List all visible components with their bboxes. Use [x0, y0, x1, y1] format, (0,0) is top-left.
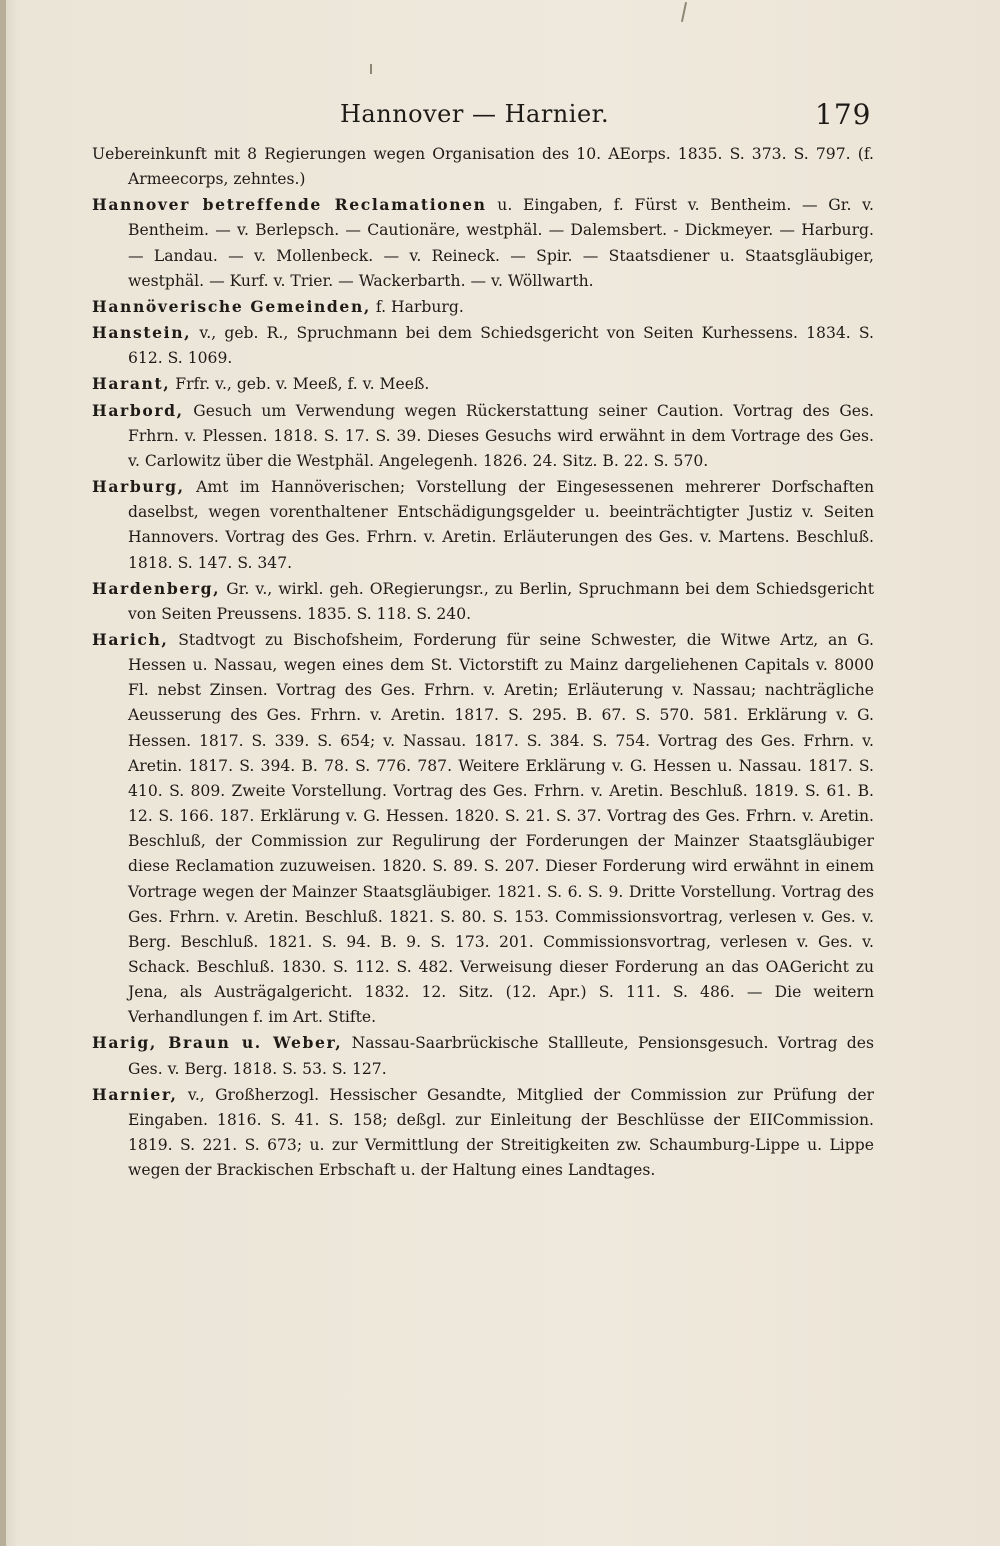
index-entry: [92, 192, 874, 294]
running-head-title: Hannover — Harnier.: [340, 100, 610, 128]
ink-speck: [370, 64, 372, 74]
entry-text: v., geb. R., Spruchmann bei dem Schiedsgericht von Seiten Kurhessens. 1834. S. 612. S. 1069.: [128, 324, 874, 368]
index-entry: [92, 1030, 874, 1081]
index-entry: [92, 294, 874, 320]
entry-lemma: Harnier,: [92, 1084, 178, 1104]
running-head: [0, 96, 1000, 136]
entry-text: Gesuch um Verwendung wegen Rückerstattung seiner Caution. Vortrag des Ges. Frhrn. v. Plessen. 1818. S. 17. S. 39. Dieses Gesuchs wird erwähnt in dem Vortrage des Ges. v. Carlowitz über die Westphäl. Angelegenh. 1826. 24. Sitz. B. 22. S. 570.: [128, 401, 874, 470]
index-entry: [92, 141, 874, 192]
entry-text: Uebereinkunft mit 8 Regierungen wegen Organisation des 10. AEorps. 1835. S. 373. S. 797. (f. Armeecorps, zehntes.): [92, 145, 874, 189]
page-number: 179: [815, 98, 872, 131]
index-entries: [92, 141, 874, 1183]
entry-text: Nassau-Saarbrückische Stallleute, Pensionsgesuch. Vortrag des Ges. v. Berg. 1818. S. 53. S. 127.: [128, 1034, 874, 1078]
entry-text: Gr. v., wirkl. geh. ORegierungsr., zu Berlin, Spruchmann bei dem Schiedsgericht von Seiten Preussens. 1835. S. 118. S. 240.: [128, 579, 874, 623]
ink-speck: [681, 2, 687, 22]
index-entry: [92, 371, 874, 397]
entry-lemma: Hardenberg,: [92, 578, 221, 598]
index-entry: [92, 320, 874, 371]
entry-text: u. Eingaben, f. Fürst v. Bentheim. — Gr. v. Bentheim. — v. Berlepsch. — Cautionäre, westphäl. — Dalemsbert. - Dickmeyer. — Harburg. — Landau. — v. Mollenbeck. — v. Reineck. — Spir. — Staatsdiener u. Staatsgläubiger, westphäl. — Kurf. v. Trier. — Wackerbarth. — v. Wöllwarth.: [128, 196, 874, 290]
entry-lemma: Hanstein,: [92, 323, 192, 343]
index-entry: [92, 576, 874, 627]
index-entry: [92, 474, 874, 576]
entry-text: Stadtvogt zu Bischofsheim, Forderung für seine Schwester, die Witwe Artz, an G. Hessen u. Nassau, wegen eines dem St. Victorstift zu Mainz dargeliehenen Capitals v. 8000 Fl. nebst Zinsen. Vortrag des Ges. Frhrn. v. Aretin; Erläuterung v. Nassau; nachträgliche Aeusserung des Ges. Frhrn. v. Aretin. 1817. S. 295. B. 67. S. 570. 581. Erklärung v. G. Hessen. 1817. S. 339. S. 654; v. Nassau. 1817. S. 384. S. 754. Vortrag des Ges. Frhrn. v. Aretin. 1817. S. 394. B. 78. S. 776. 787. Weitere Erklärung v. G. Hessen u. Nassau. 1817. S. 410. S. 809. Zweite Vorstellung. Vortrag des Ges. Frhrn. v. Aretin. Beschluß. 1819. S. 61. B. 12. S. 166. 187. Erklärung v. G. Hessen. 1820. S. 21. S. 37. Vortrag des Ges. Frhrn. v. Aretin. Beschluß, der Commission zur Regulirung der Forderungen der Mainzer Staatsgläubiger diese Reclamation zuzuweisen. 1820. S. 89. S. 207. Dieser Forderung wird erwähnt in einem Vortrage wegen der Mainzer Staatsgläubiger. 1821. S. 6. S. 9. Dritte Vorstellung. Vortrag des Ges. Frhrn. v. Aretin. Beschluß. 1821. S. 80. S. 153. Commissionsvortrag, verlesen v. Ges. v. Berg. Beschluß. 1821. S. 94. B. 9. S. 173. 201. Commissionsvortrag, verlesen v. Ges. v. Schack. Beschluß. 1830. S. 112. S. 482. Verweisung dieser Forderung an das OAGericht zu Jena, als Austrägalgericht. 1832. 12. Sitz. (12. Apr.) S. 111. S. 486. — Die weitern Verhandlungen f. im Art. Stifte.: [128, 630, 874, 1027]
entry-text: f. Harburg.: [370, 297, 464, 316]
entry-lemma: Harant,: [92, 374, 171, 394]
entry-text: Amt im Hannöverischen; Vorstellung der Eingesessenen mehrerer Dorfschaften daselbst, wegen vorenthaltener Entschädigungsgelder u. beeinträchtigter Justiz v. Seiten Hannovers. Vortrag des Ges. Frhrn. v. Aretin. Erläuterungen des Ges. v. Martens. Beschluß. 1818. S. 147. S. 347.: [128, 478, 874, 572]
index-entry: [92, 1082, 874, 1184]
entry-text: Frfr. v., geb. v. Meeß, f. v. Meeß.: [170, 375, 430, 394]
entry-lemma: Harig, Braun u. Weber,: [92, 1033, 343, 1053]
index-entry: [92, 398, 874, 474]
entry-lemma: Harbord,: [92, 400, 184, 420]
entry-lemma: Hannöverische Gemeinden,: [92, 296, 371, 316]
entry-lemma: Harich,: [92, 629, 169, 649]
entry-lemma: Harburg,: [92, 477, 185, 497]
entry-text: v., Großherzogl. Hessischer Gesandte, Mitglied der Commission zur Prüfung der Eingaben. 1816. S. 41. S. 158; deßgl. zur Einleitung der Beschlüsse der EIICommission. 1819. S. 221. S. 673; u. zur Vermittlung der Streitigkeiten zw. Schaumburg-Lippe u. Lippe wegen der Brackischen Erbschaft u. der Haltung eines Landtages.: [128, 1085, 874, 1180]
entry-lemma: Hannover betreffende Reclamationen: [92, 195, 487, 215]
index-entry: [92, 627, 874, 1031]
page-spine-edge: [0, 0, 6, 1546]
